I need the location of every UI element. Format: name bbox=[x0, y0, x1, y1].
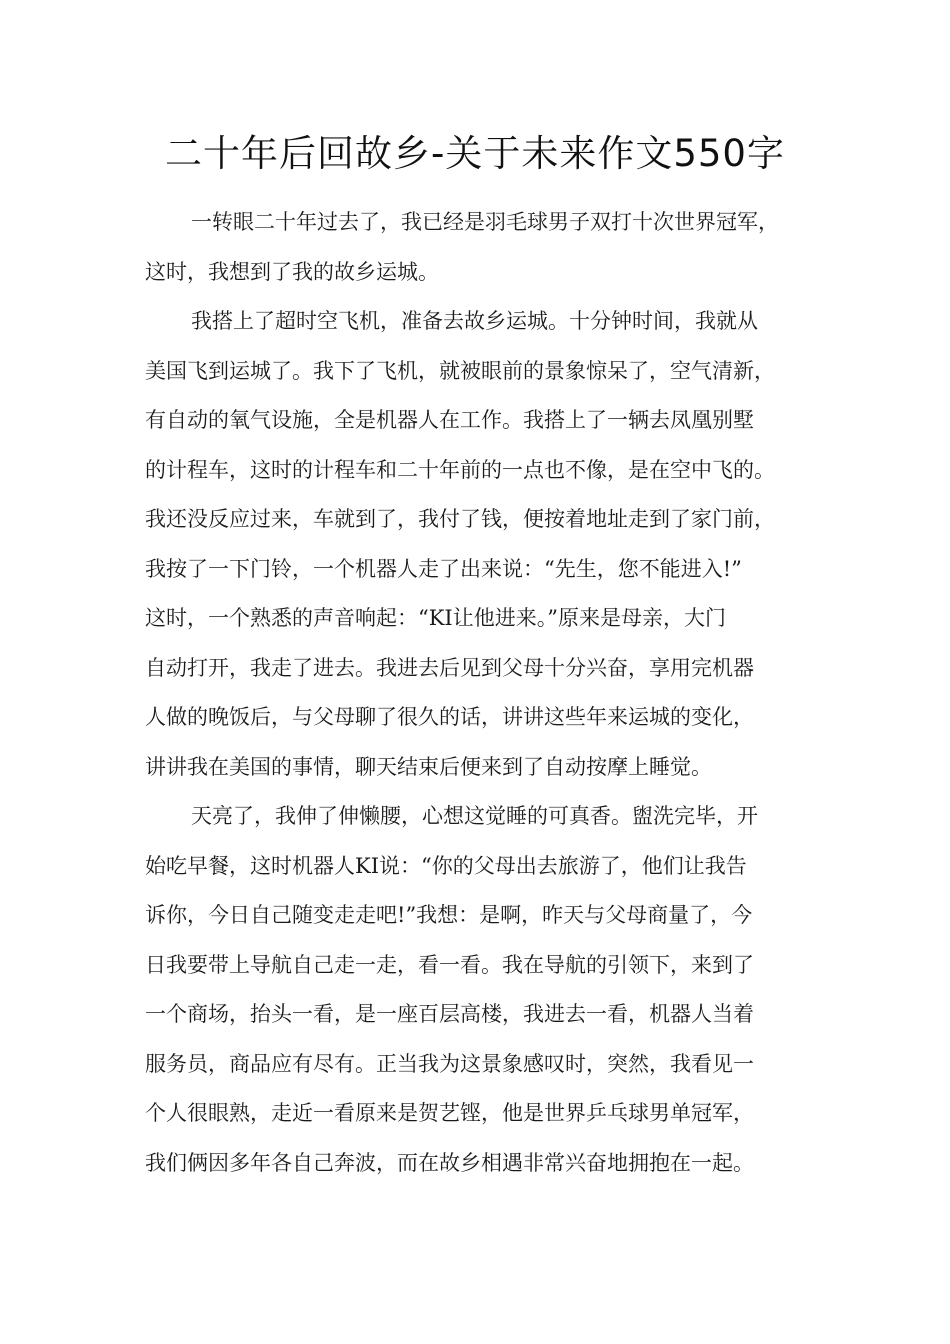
paragraph-line: 个人很眼熟，走近一看原来是贺艺铿，他是世界乒乓球男单冠军， bbox=[145, 1101, 754, 1125]
paragraph-line: 我们俩因多年各自己奔波，而在故乡相遇非常兴奋地拥抱在一起。 bbox=[145, 1150, 754, 1175]
paragraph-line: 日我要带上导航自己走一走，看一看。我在导航的引领下，来到了 bbox=[145, 952, 754, 977]
paragraph-line: 人做的晚饭后，与父母聊了很久的话，讲讲这些年来运城的变化， bbox=[145, 705, 754, 729]
paragraph-line: 自动打开，我走了进去。我进去后见到父母十分兴奋，享用完机器 bbox=[145, 655, 754, 680]
paragraph-line: 美国飞到运城了。我下了飞机，就被眼前的景象惊呆了，空气清新， bbox=[145, 358, 775, 383]
paragraph-line: 一转眼二十年过去了，我已经是羽毛球男子双打十次世界冠军， bbox=[191, 210, 779, 234]
paragraph-line: 的计程车，这时的计程车和二十年前的一点也不像，是在空中飞的。 bbox=[145, 457, 775, 482]
paragraph-line: 一个商场，抬头一看，是一座百层高楼，我进去一看，机器人当着 bbox=[145, 1002, 754, 1026]
paragraph-2 bbox=[145, 297, 835, 792]
paragraph-line: 有自动的氧气设施，全是机器人在工作。我搭上了一辆去凤凰别墅 bbox=[145, 408, 754, 432]
paragraph-line: 这时，我想到了我的故乡运城。 bbox=[145, 259, 439, 284]
paragraph-3 bbox=[145, 792, 835, 1188]
paragraph-line: 我搭上了超时空飞机，准备去故乡运城。十分钟时间，我就从 bbox=[191, 309, 758, 333]
paragraph-line: 我按了一下门铃，一个机器人走了出来说：“先生，您不能进入!” bbox=[145, 556, 742, 581]
paragraph-line: 天亮了，我伸了伸懒腰，心想这觉睡的可真香。盥洗完毕，开 bbox=[191, 804, 758, 828]
document-title: 二十年后回故乡-关于未来作文550字 bbox=[165, 132, 785, 175]
document-body bbox=[145, 198, 835, 1188]
paragraph-1 bbox=[145, 198, 835, 297]
paragraph-line: 我还没反应过来，车就到了，我付了钱，便按着地址走到了家门前， bbox=[145, 507, 775, 531]
paragraph-line: 始吃早餐，这时机器人KI说：“你的父母出去旅游了，他们让我告 bbox=[145, 853, 747, 878]
paragraph-line: 这时，一个熟悉的声音响起：“KI让他进来。”原来是母亲，大门 bbox=[145, 606, 726, 630]
paragraph-line: 服务员，商品应有尽有。正当我为这景象感叹时，突然，我看见一 bbox=[145, 1051, 754, 1076]
paragraph-line: 讲讲我在美国的事情，聊天结束后便来到了自动按摩上睡觉。 bbox=[145, 754, 712, 779]
paragraph-line: 诉你，今日自己随变走走吧!”我想：是啊，昨天与父母商量了，今 bbox=[145, 903, 753, 927]
